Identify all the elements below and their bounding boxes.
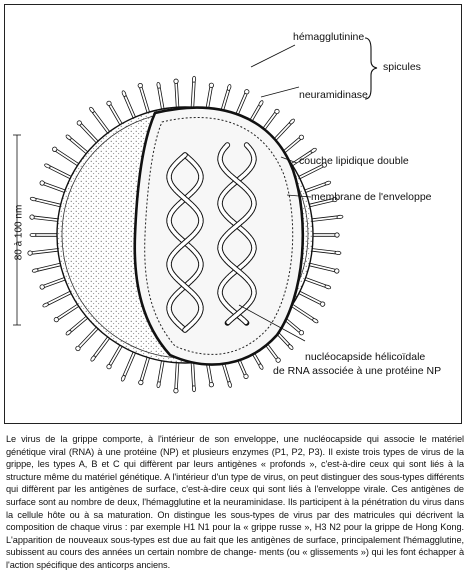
label-nucleocapsid-line2: de RNA associée à une protéine NP [273, 365, 442, 377]
caption-line: principalement l'hémagglutine, subissent au cours des années un certain nombre de change- [6, 534, 465, 558]
spike-head [258, 100, 264, 107]
spike-head [192, 76, 196, 82]
neuraminidase-spike [93, 335, 111, 357]
spike-head [89, 107, 95, 114]
caption-line: c'est-à-dire ceux qui sont liés à la structure même du matériel génétique. A l'intérieur d'un type [6, 459, 464, 482]
hemagglutinin-spike [297, 290, 321, 304]
spike-head [227, 381, 232, 388]
spike-head [65, 330, 72, 336]
spike-head [121, 90, 126, 97]
spike-head [310, 147, 317, 153]
hemagglutinin-spike [32, 248, 60, 254]
hemagglutinin-spike [307, 263, 335, 272]
spike-head [121, 375, 126, 382]
hemagglutinin-spike [78, 326, 99, 348]
hemagglutinin-spike [140, 87, 151, 115]
spike-head [274, 108, 280, 114]
neuraminidase-spike [191, 81, 195, 109]
neuraminidase-spike [290, 303, 315, 321]
hemagglutinin-spike [44, 277, 67, 288]
spike-head [174, 79, 179, 84]
caption-line: composition de chaque virus : par exemple H1 N1 pour la « grippe russe », H3 N2 pour la grippe de [6, 522, 416, 533]
label-hemagglutinin: hémagglutinine [293, 31, 365, 43]
hemagglutinin-spike [109, 343, 123, 365]
hemagglutinin-spike [56, 149, 81, 167]
label-lipid-bilayer: couche lipidique double [299, 155, 409, 167]
label-nucleocapsid-line1: nucléocapside hélicoïdale [305, 351, 426, 363]
neuraminidase-spike [310, 248, 336, 254]
neuraminidase-spike [35, 234, 59, 237]
spike-head [53, 317, 59, 323]
neuraminidase-spike [124, 95, 137, 120]
spike-head [75, 345, 81, 351]
spike-head [289, 118, 295, 125]
spike-head [106, 364, 112, 370]
spike-head [30, 197, 37, 201]
spike-head [227, 84, 232, 91]
spike-head [209, 382, 214, 387]
label-envelope-membrane: membrane de l'enveloppe [311, 191, 432, 203]
neuraminidase-spike [191, 361, 195, 387]
label-spicules: spicules [383, 61, 421, 73]
neuraminidase-spike [49, 166, 73, 180]
neuraminidase-spike [158, 359, 165, 383]
hemagglutinin-spike [34, 216, 60, 222]
spike-head [42, 302, 49, 308]
neuraminidase-spike [303, 277, 326, 288]
figure-caption [6, 433, 464, 572]
caption-line: hôte ou à sa maturation. On distingue les sous-types de virus par des matricules qui décrivent la [47, 509, 464, 520]
spike-head [209, 83, 214, 88]
figure-frame [4, 4, 462, 424]
neuraminidase-spike [35, 198, 63, 207]
spike-head [106, 100, 112, 106]
hemagglutinin-spike [311, 234, 335, 237]
spike-head [312, 318, 319, 324]
spike-head [90, 355, 96, 362]
hemagglutinin-spike [57, 303, 80, 319]
spike-head [65, 134, 72, 140]
spike-head [335, 233, 339, 237]
spike-head [28, 251, 33, 256]
hemagglutinin-spike [140, 355, 150, 381]
caption-line: deux, l'hémagglutine et la neuraminidase. Ils participent à la pénétration du virus dans la cellule [6, 496, 464, 520]
caption-line: Hong Kong. L'apparition de nouveaux sous-types est due au fait que les antigènes de surface, [6, 522, 465, 545]
caption-line: matériel génétique viral (RNA) à une protéine (NP) et plusieurs enzymes (P1, P2, P3). Il existe [6, 434, 464, 457]
spike-head [157, 381, 161, 387]
spike-head [30, 215, 35, 220]
spike-head [275, 357, 281, 363]
hemagglutinin-spike [109, 104, 123, 126]
hemagglutinin-spike [44, 182, 67, 193]
neuraminidase-spike [69, 138, 89, 155]
neuraminidase-spike [123, 350, 136, 377]
spike-head [32, 268, 39, 272]
hemagglutinin-spike [175, 361, 179, 389]
caption-line: c'est-à-dire ceux qui sont liés à l'enveloppe virale. Ces antigènes de surface sont au nombre de [6, 484, 464, 507]
spike-head [324, 284, 331, 289]
hemagglutinin-spike [80, 124, 100, 145]
spike-head [287, 344, 293, 351]
spike-head [298, 330, 304, 336]
spike-head [157, 82, 161, 88]
neuraminidase-spike [37, 263, 63, 272]
spike-head [337, 215, 343, 219]
neuraminidase-spike [47, 290, 73, 305]
spike-head [335, 251, 341, 255]
spike-head [258, 363, 264, 370]
neuraminidase-spike [69, 315, 89, 332]
caption-line: ments (ou « glissements ») qui les font échapper à l'action spécifique des anticorps anciens. [6, 547, 465, 570]
spike-head [44, 163, 51, 169]
caption-line: Le virus de la grippe comporte, à l'intérieur de son enveloppe, une nucléocapside qui associe le [6, 434, 432, 444]
neuraminidase-spike [92, 111, 111, 135]
caption-line: trois types de virus de la grippe, les types A, B et C qui diffèrent par leurs antigènes « profonds », [6, 446, 464, 470]
spike-head [30, 233, 36, 236]
hemagglutinin-spike [175, 83, 179, 109]
caption-line: de virus, on peut distinguer des sous-types différents qui diffèrent par les antigènes de surface, [6, 471, 464, 495]
spike-head [52, 146, 58, 152]
spike-head [298, 134, 304, 140]
spike-head [192, 386, 196, 392]
neuraminidase-spike [310, 216, 338, 222]
label-neuraminidase: neuramidinase [299, 89, 368, 101]
spike-head [76, 120, 82, 126]
scale-label: 80 à 100 nm [13, 204, 25, 261]
spike-head [174, 388, 179, 393]
spike-head [324, 180, 331, 185]
neuraminidase-spike [158, 87, 165, 111]
